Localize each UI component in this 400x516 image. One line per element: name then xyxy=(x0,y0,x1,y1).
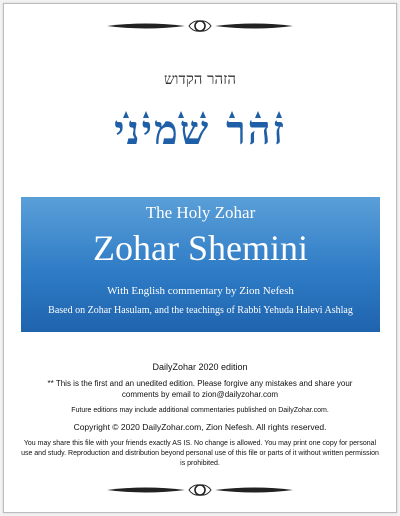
title-banner xyxy=(21,197,380,332)
unedited-note: ** This is the first and an unedited edition. Please forgive any mistakes and share your comments by email to zion@dailyzohar.com xyxy=(47,379,353,399)
commentary-line: With English commentary by Zion Nefesh xyxy=(107,285,294,297)
future-editions-text: Future editions may include additional commentaries published on DailyZohar.com. xyxy=(71,407,329,414)
bottom-ornament-icon xyxy=(4,482,396,498)
copyright-text: Copyright © 2020 DailyZohar.com, Zion Nefesh. All rights reserved. xyxy=(73,422,327,432)
cover-page xyxy=(3,3,397,513)
banner-subtitle: The Holy Zohar xyxy=(145,203,256,222)
based-on-line: Based on Zohar Hasulam, and the teachings of Rabbi Yehuda Halevi Ashlag xyxy=(48,305,353,316)
top-ornament-icon xyxy=(4,18,396,34)
hebrew-title: זהר שמיני xyxy=(114,107,286,154)
edition-text: DailyZohar 2020 edition xyxy=(152,362,248,372)
hebrew-subtitle: הזהר הקדוש xyxy=(164,70,236,88)
page-title: Zohar Shemini xyxy=(93,228,308,268)
sharing-terms: You may share this file with your friends exactly AS IS. No change is allowed. You may print one copy for personal use and study. Reproduction and distribution beyond personal use of this file or parts of it without written permission is prohibited. xyxy=(21,440,379,467)
